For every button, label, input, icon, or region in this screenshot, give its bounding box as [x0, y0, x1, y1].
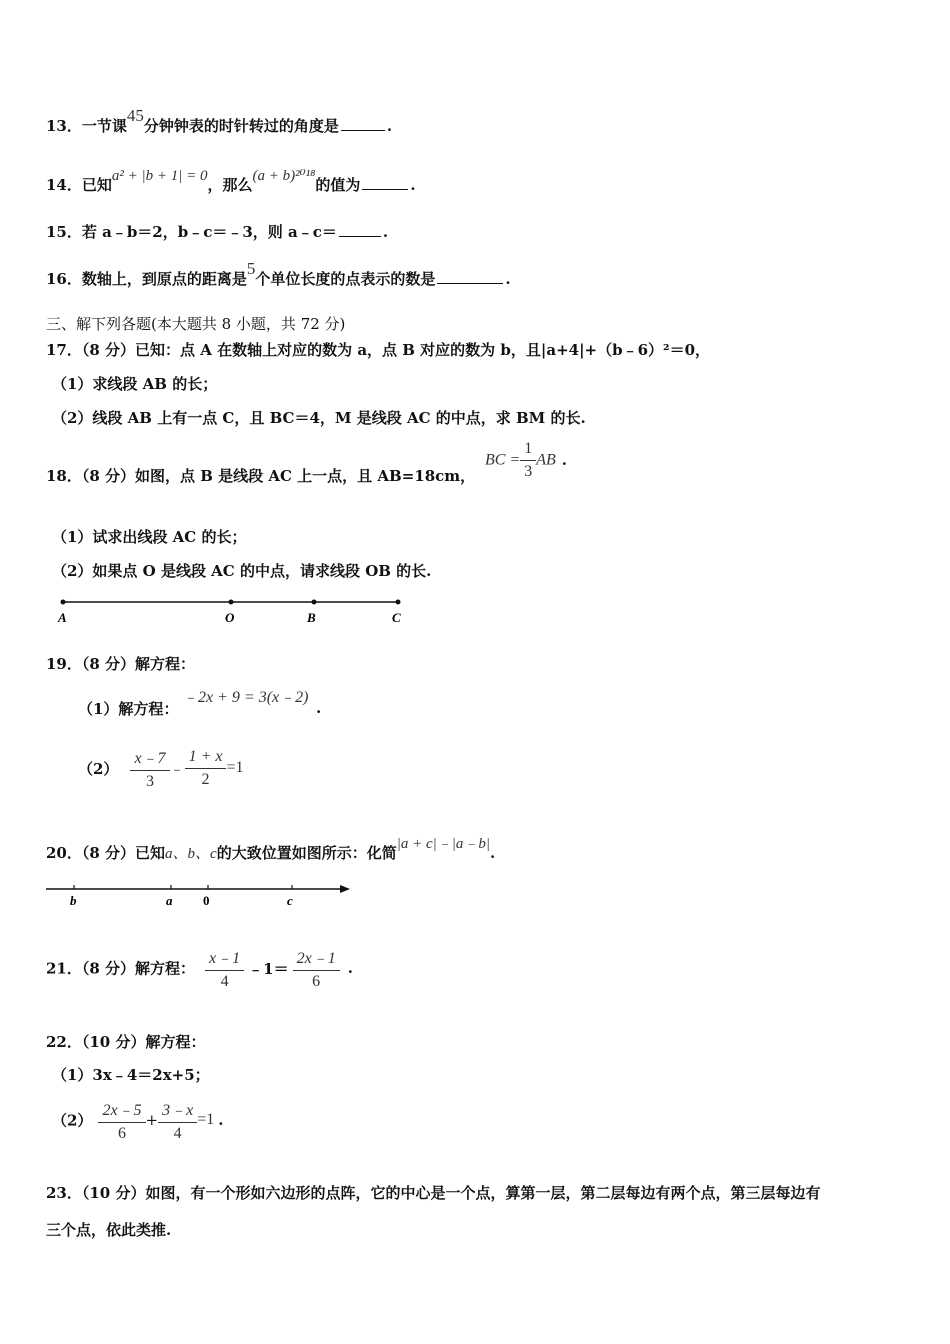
- q19-f2-den: 2: [201, 770, 210, 788]
- q19-eq1: ﹣2x + 9 = 3(x﹣2): [182, 689, 309, 706]
- q21-f1-num: x﹣1: [205, 945, 244, 971]
- q22-f1-num: 2x﹣5: [98, 1097, 145, 1123]
- question-15: [46, 221, 388, 242]
- q14-number: 14．: [46, 176, 82, 194]
- q19-rhs: =1: [226, 759, 244, 776]
- label-a: a: [166, 893, 173, 908]
- q18-eq-rhs: AB: [536, 451, 556, 469]
- q14-end: .: [410, 176, 416, 194]
- q19-minus: ﹣: [169, 759, 185, 778]
- q18-segment-figure: [50, 592, 420, 632]
- question-19: 19．（8 分）解方程：: [46, 655, 196, 673]
- q22-end: .: [218, 1111, 224, 1129]
- question-17: 17．（8 分）已知：点 A 在数轴上对应的数为 a，点 B 对应的数为 b，且|a+4|+（b﹣6）²＝0，: [46, 341, 711, 359]
- question-14: [46, 168, 416, 195]
- q17-part-1: （1）求线段 AB 的长；: [52, 375, 218, 393]
- q19-fraction-1: [130, 745, 169, 791]
- q18-frac-num: 1: [520, 440, 536, 461]
- q22-part-2-label: （2）: [52, 1111, 93, 1130]
- label-b: B: [307, 610, 316, 625]
- answer-blank: [437, 282, 503, 284]
- q15-text: 15．若 a﹣b＝2，b﹣c＝﹣3，则 a﹣c＝: [46, 223, 337, 241]
- label-b: b: [70, 893, 77, 908]
- q16-math: 5: [246, 259, 256, 278]
- q16-number: 16．: [46, 270, 82, 288]
- q21-text-mid: ﹣1＝: [248, 959, 289, 978]
- q19-fraction-2: [185, 748, 227, 789]
- point-c-dot: [396, 600, 401, 605]
- question-21: [46, 945, 353, 991]
- q13-math: 45: [126, 106, 144, 125]
- label-c: C: [392, 610, 401, 625]
- question-16: [46, 259, 511, 289]
- q18-text: 18．（8 分）如图，点 B 是线段 AC 上一点，且 AB=18cm，: [46, 467, 476, 485]
- q22-f1-den: 6: [117, 1125, 126, 1142]
- label-zero: 0: [203, 893, 210, 908]
- point-b-dot: [312, 600, 317, 605]
- q20-text-pre: 20．（8 分）已知: [46, 844, 166, 862]
- q16-text-post: 个单位长度的点表示的数是: [255, 270, 436, 288]
- label-a: A: [58, 610, 67, 625]
- q18-part-2: （2）如果点 O 是线段 AC 的中点，请求线段 OB 的长.: [52, 562, 432, 580]
- q22-part-2: [52, 1097, 224, 1143]
- q14-text-pre: 已知: [81, 176, 112, 194]
- q18-eq-lhs: BC =: [485, 451, 521, 469]
- label-c: c: [287, 893, 293, 908]
- q16-end: .: [505, 270, 511, 288]
- q22-plus: +: [145, 1111, 159, 1129]
- q19-eq1-end: .: [316, 699, 322, 717]
- question-23-line-1: 23．（10 分）如图，有一个形如六边形的点阵，它的中心是一个点，算第一层，第二层每边有两个点，第三层每边有: [46, 1184, 821, 1202]
- q19-f1-num: x﹣7: [130, 745, 169, 771]
- q13-end: .: [386, 117, 393, 135]
- q21-f2-num: 2x﹣1: [293, 945, 340, 971]
- q21-fraction-1: [205, 945, 244, 991]
- q15-end: .: [382, 223, 389, 241]
- q22-rhs: =1: [197, 1111, 215, 1128]
- q20-expression: |a + c|﹣|a﹣b|: [396, 836, 491, 852]
- q19-part-1-label: （1）解方程：: [78, 700, 179, 718]
- question-13: [46, 106, 393, 136]
- q22-f2-den: 4: [173, 1125, 182, 1142]
- q13-number: 13．: [46, 117, 82, 135]
- q18-part-1: （1）试求出线段 AC 的长；: [52, 528, 247, 546]
- q20-text-mid: 的大致位置如图所示：化简: [216, 844, 397, 862]
- q21-end: .: [347, 959, 353, 977]
- q20-vars: a、b、c: [165, 846, 217, 862]
- q22-fraction-2: [158, 1097, 197, 1143]
- q20-end: .: [490, 844, 496, 862]
- q18-end: .: [561, 450, 568, 469]
- answer-blank: [341, 129, 385, 131]
- q18-equation: [485, 440, 567, 481]
- q19-part-2: [78, 745, 244, 791]
- q14-math-expression: (a + b)²⁰¹⁸: [252, 168, 316, 184]
- q19-equation-1: [182, 684, 308, 707]
- q14-math-condition: a² + |b + 1| = 0: [111, 168, 208, 184]
- section-heading: 三、解下列各题(本大题共 8 小题，共 72 分): [46, 315, 346, 333]
- q19-part-1: [78, 698, 178, 719]
- axis-arrow-icon: [340, 885, 350, 893]
- q19-part-2-label: （2）: [78, 759, 119, 778]
- q22-part-1: （1）3x﹣4＝2x+5；: [52, 1066, 210, 1084]
- q21-f1-den: 4: [220, 973, 229, 990]
- q18-fraction: [520, 440, 536, 481]
- q22-f2-num: 3﹣x: [158, 1097, 197, 1123]
- q13-text-pre: 一节课: [81, 117, 127, 135]
- q14-text-post: 的值为: [315, 176, 361, 194]
- q13-text-post: 分钟钟表的时针转过的角度是: [143, 117, 339, 135]
- question-18: [46, 465, 475, 486]
- answer-blank: [362, 188, 408, 190]
- point-a-dot: [61, 600, 66, 605]
- question-23-line-2: 三个点，依此类推.: [46, 1221, 172, 1239]
- label-o: O: [225, 610, 235, 625]
- q22-fraction-1: [98, 1097, 145, 1143]
- q21-fraction-2: [293, 945, 340, 991]
- q21-text-pre: 21．（8 分）解方程：: [46, 959, 196, 978]
- q16-text-pre: 数轴上，到原点的距离是: [81, 270, 247, 288]
- q19-f1-den: 3: [145, 773, 154, 790]
- q21-f2-den: 6: [312, 973, 321, 990]
- answer-blank: [339, 235, 381, 237]
- q14-text-mid: ，那么: [207, 176, 253, 194]
- question-20: [46, 836, 496, 863]
- q19-f2-num: 1 + x: [185, 748, 227, 769]
- point-o-dot: [229, 600, 234, 605]
- q20-number-line: [44, 880, 364, 910]
- question-22: 22．（10 分）解方程：: [46, 1033, 206, 1051]
- q18-frac-den: 3: [524, 463, 533, 480]
- q17-part-2: （2）线段 AB 上有一点 C，且 BC＝4，M 是线段 AC 的中点，求 BM 的长.: [52, 409, 586, 427]
